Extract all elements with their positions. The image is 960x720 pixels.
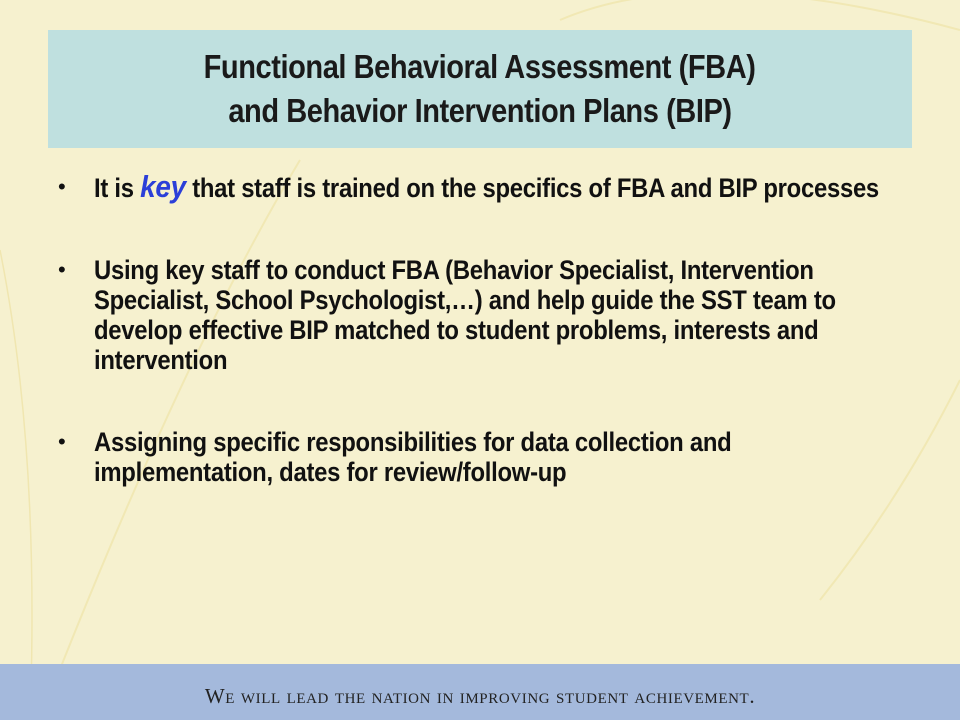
bullet-dot: • bbox=[58, 429, 66, 454]
footer-bar bbox=[0, 664, 960, 720]
key-emphasis: key bbox=[140, 169, 186, 204]
bullet-text bbox=[94, 169, 891, 204]
slide-title-line-2: and Behavior Intervention Plans (BIP) bbox=[228, 92, 732, 129]
bullet-item bbox=[58, 169, 898, 204]
bullet-dot: • bbox=[58, 257, 66, 282]
bullet-item bbox=[58, 427, 898, 487]
bullet-text-part: It is bbox=[94, 173, 141, 203]
slide-title-line-1: Functional Behavioral Assessment (FBA) bbox=[204, 48, 756, 85]
bullet-text: Using key staff to conduct FBA (Behavior Specialist, Intervention Specialist, School Psychologist,…) and help guide the SST team to develop effective BIP matched to student problems, interests and intervention bbox=[94, 255, 836, 375]
bullet-list bbox=[58, 168, 898, 487]
bullet-item bbox=[58, 255, 898, 375]
title-box bbox=[48, 30, 912, 148]
bullet-text: Assigning specific responsibilities for data collection and implementation, dates for review/follow-up bbox=[94, 427, 732, 487]
bullet-dot: • bbox=[58, 174, 66, 199]
bullet-text-part: that staff is trained on the specifics of FBA and BIP processes bbox=[185, 173, 879, 203]
footer-motto: We will lead the nation in improving student achievement. bbox=[204, 683, 756, 708]
